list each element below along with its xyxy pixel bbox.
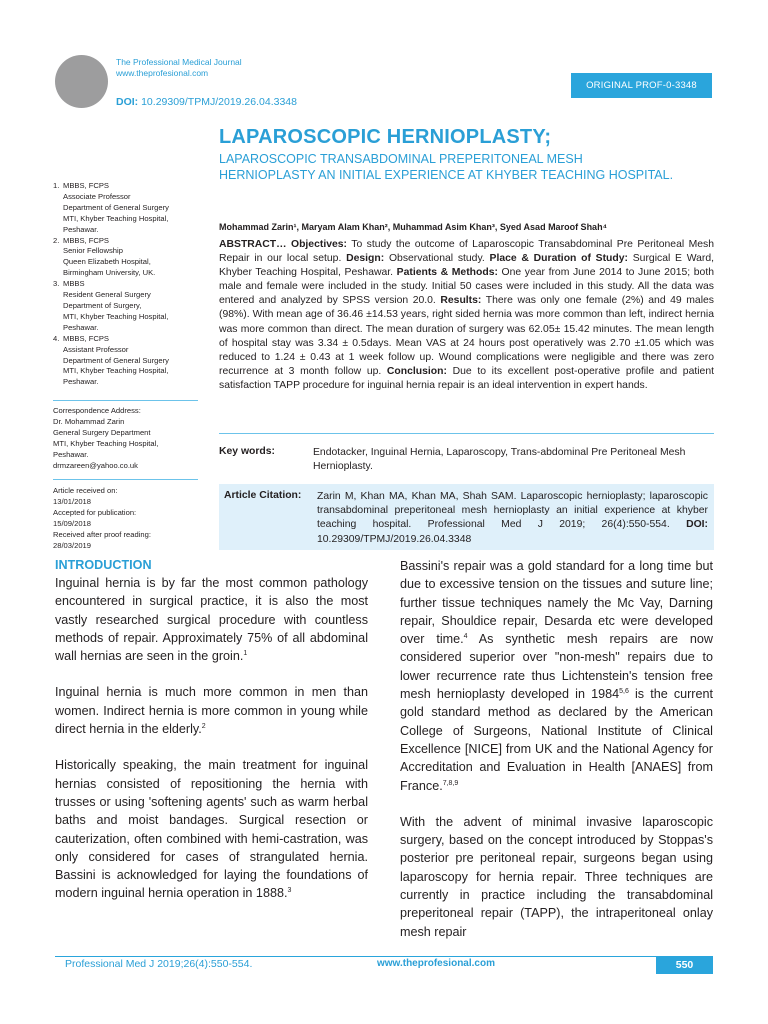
results-label: Results: xyxy=(440,295,482,307)
affiliation-line: MBBS, FCPS xyxy=(63,235,109,245)
paragraph xyxy=(55,574,368,665)
reference-marker: 7,8,9 xyxy=(442,779,459,787)
keywords-text: Endotacker, Inguinal Hernia, Laparoscopy, Trans-abdominal Pre Peritoneal Mesh Hernioplasty. xyxy=(313,447,686,473)
objectives-text: To study the outcome of Laparoscopic Transabdominal Pre Peritoneal Mesh Repair in our local setup. xyxy=(219,239,715,265)
citation-doi[interactable]: 10.29309/TPMJ/2019.26.04.3348 xyxy=(317,533,472,545)
affiliation-number: 2. xyxy=(53,235,60,245)
correspondence-label: Correspondence Address: xyxy=(53,406,141,415)
affiliation-number: 3. xyxy=(53,279,60,289)
correspondence-line: MTI, Khyber Teaching Hospital, xyxy=(53,438,159,448)
affiliation-number: 1. xyxy=(53,181,60,190)
affiliation-line: Peshawar. xyxy=(63,377,99,387)
affiliation-2 xyxy=(53,236,169,280)
correspondence-email[interactable]: drmzareen@yahoo.co.uk xyxy=(53,460,138,470)
paragraph-text: is the current gold standard method as declared by the American College of Surgeons, National Institute of Clinical Excellence [NICE] from UK and the National Agency for Accreditation and Evaluation in Health [ANAES] from France. xyxy=(400,687,714,793)
affiliation-line: Resident General Surgery xyxy=(63,290,151,300)
affiliation-line: MBBS xyxy=(63,279,85,289)
received-date: 13/01/2018 xyxy=(53,496,92,506)
paragraph-text: Inguinal hernia is much more common in men than women. Indirect hernia is more common in young while direct hernia in the elderly. xyxy=(55,685,368,737)
design-text: Observational study. xyxy=(388,253,485,265)
accepted-label: Accepted for publication: xyxy=(53,507,137,517)
affiliation-line: Birmingham University, UK. xyxy=(63,268,156,278)
paragraph-text: Historically speaking, the main treatment for inguinal hernias consisted of repositioning the hernia with trusses or using 'softening agents' such as warm herbal baths and moist bandages. Surgical resection or cauterization, often combined with hemi-castration, was only considered for cases of strangulated hernia. Bassini is acknowledged for laying the foundations of modern inguinal hernia operation in 1888. xyxy=(55,758,368,901)
body-left-column xyxy=(55,574,368,903)
affiliation-line: Queen Elizabeth Hospital, xyxy=(63,257,151,267)
affiliation-line: Peshawar. xyxy=(63,322,99,332)
citation-label: Article Citation: xyxy=(224,490,302,501)
paragraph-text: With the advent of minimal invasive laparoscopic surgery, based on the concept introduced by Stoppas's posterior pre peritoneal repair, surgeons began using laparoscopy for hernia repair. Three techniques are currently in practice including the transabdominal preperitoneal repair (TAPP), the intraperitoneal onlay mesh repair xyxy=(400,814,713,939)
affiliation-line: Assistant Professor xyxy=(63,344,129,354)
affiliation-line: Department of General Surgery xyxy=(63,355,169,365)
article-type-badge: ORIGINAL PROF-0-3348 xyxy=(571,73,712,98)
design-label: Design: xyxy=(346,253,385,265)
page-number: 550 xyxy=(656,956,713,974)
affiliations xyxy=(53,181,169,388)
paragraph-text: As synthetic mesh repairs are now considered superior over "non-mesh" repairs due to lower recurrence rate thus Lichtenstein's tension free mesh hernioplasty developed in 1984 xyxy=(400,632,713,702)
section-heading-introduction: INTRODUCTION xyxy=(55,558,152,572)
correspondence-line: Dr. Mohammad Zarin xyxy=(53,416,125,426)
affiliation-line: MTI, Khyber Teaching Hospital, xyxy=(63,213,169,223)
affiliation-line: Associate Professor xyxy=(63,191,131,201)
citation-body: Zarin M, Khan MA, Khan MA, Shah SAM. Laparoscopic hernioplasty; laparoscopic transabdominal preperitoneal mesh hernioplasty an initial experience at khyber teaching hospital. Professional Med J 2019; 26(4):550-554. xyxy=(317,491,708,531)
paragraph xyxy=(55,756,368,902)
correspondence-line: General Surgery Department xyxy=(53,427,151,437)
reference-marker: 4 xyxy=(463,633,468,640)
conclusion-label: Conclusion: xyxy=(386,365,447,377)
paragraph xyxy=(55,683,368,738)
footer-citation: Professional Med J 2019;26(4):550-554. xyxy=(65,958,253,970)
reference-marker: 5,6 xyxy=(619,687,629,695)
affiliation-line: MTI, Khyber Teaching Hospital, xyxy=(63,311,169,321)
affiliation-1 xyxy=(53,181,169,236)
paragraph xyxy=(400,813,713,941)
proof-date: 28/03/2019 xyxy=(53,540,92,550)
patients-text: One year from June 2014 to June 2015; both male and female were included in the study. Initial 50 cases were included in this study. All the data was entered and analyzed by SPSS version 20.0. xyxy=(219,267,714,307)
accepted-date: 15/09/2018 xyxy=(53,518,92,528)
article-subtitle: LAPAROSCOPIC TRANSABDOMINAL PREPERITONEAL MESH HERNIOPLASTY AN INITIAL EXPERIENCE AT KHYBER TEACHING HOSPITAL. xyxy=(219,152,674,182)
sidebar-divider xyxy=(53,479,198,480)
article-title: LAPAROSCOPIC HERNIOPLASTY; xyxy=(219,126,552,148)
affiliation-line: Department of General Surgery xyxy=(63,202,169,212)
journal-url[interactable]: www.theprofesional.com xyxy=(116,68,209,78)
received-label: Article received on: xyxy=(53,486,118,495)
abstract-label: ABSTRACT… xyxy=(219,239,287,250)
affiliation-number: 4. xyxy=(53,333,60,343)
correspondence xyxy=(53,406,158,471)
doi-line xyxy=(116,96,297,108)
reference-marker: 1 xyxy=(243,650,248,657)
affiliation-line: MTI, Khyber Teaching Hospital, xyxy=(63,366,169,376)
proof-label: Received after proof reading: xyxy=(53,529,151,539)
body-right-column xyxy=(400,557,713,941)
conclusion-text: Due to its excellent post-operative profile and patient satisfaction TAPP procedure for inguinal hernia repair is an ideal intervention in expert hands. xyxy=(219,365,714,391)
journal-logo-circle xyxy=(55,55,108,108)
abstract xyxy=(219,238,714,393)
article-dates xyxy=(53,486,151,551)
citation-text xyxy=(317,490,708,547)
paragraph-text: Bassini's repair was a gold standard for a long time but due to excessive tension on the tissues and suture line; further tissue techniques namely the Mc Vay, Darning repair, Shouldice repair, Desarda etc were developed over time. xyxy=(400,559,713,647)
footer-rule xyxy=(55,956,713,957)
correspondence-line: Peshawar. xyxy=(53,449,89,459)
patients-label: Patients & Methods: xyxy=(396,267,498,279)
doi-value[interactable]: 10.29309/TPMJ/2019.26.04.3348 xyxy=(141,96,297,108)
reference-marker: 2 xyxy=(201,722,206,730)
affiliation-line: Senior Fellowship xyxy=(63,246,123,256)
sidebar-divider xyxy=(53,400,198,401)
results-text: There was only one female (2%) and 49 males (98%). With mean age of 36.46 ±14.53 years, right sided hernia was more common than left, indirect hernia was more common than direct. The mean duration of surgery was 62.05± 15.42 minutes. The mean length of hospital stay was 3.34 ± 0.5days. Mean VAS at 24 hours post operatively was 2.70 ±1.05 which was reduced to 1.24 ± 0.43 at 1 week follow up. Wound complications were negligible and there was zero recurrence at 3 month follow up. xyxy=(219,295,714,377)
footer-url[interactable]: www.theprofesional.com xyxy=(377,958,495,969)
reference-marker: 3 xyxy=(287,887,292,895)
affiliation-3 xyxy=(53,279,169,334)
place-label: Place & Duration of Study: xyxy=(489,253,628,265)
divider xyxy=(219,433,714,434)
affiliation-line: Peshawar. xyxy=(63,224,99,234)
affiliation-4 xyxy=(53,334,169,389)
objectives-label: Objectives: xyxy=(290,239,348,250)
affiliation-line: Department of Surgery, xyxy=(63,300,142,310)
doi-label: DOI: xyxy=(116,96,139,108)
citation-doi-label: DOI: xyxy=(686,519,709,531)
affiliation-line: MBBS, FCPS xyxy=(63,333,109,343)
place-text: Surgical E Ward, Khyber Teaching Hospital, Peshawar. xyxy=(219,253,715,279)
affiliation-line: MBBS, FCPS xyxy=(63,181,109,190)
paragraph xyxy=(400,557,713,795)
journal-name: The Professional Medical Journal xyxy=(116,57,242,67)
keywords-label: Key words: xyxy=(219,446,276,457)
author-list: Mohammad Zarin¹, Maryam Alam Khan², Muhammad Asim Khan³, Syed Asad Maroof Shah⁴ xyxy=(219,222,608,232)
journal-header xyxy=(116,57,242,79)
paragraph-text: Inguinal hernia is by far the most common pathology encountered in surgical practice, it is also the most vastly researched surgical procedure with countless methods of repair. Approximately 75% of all abdominal wall hernias are seen in the groin. xyxy=(55,576,368,664)
